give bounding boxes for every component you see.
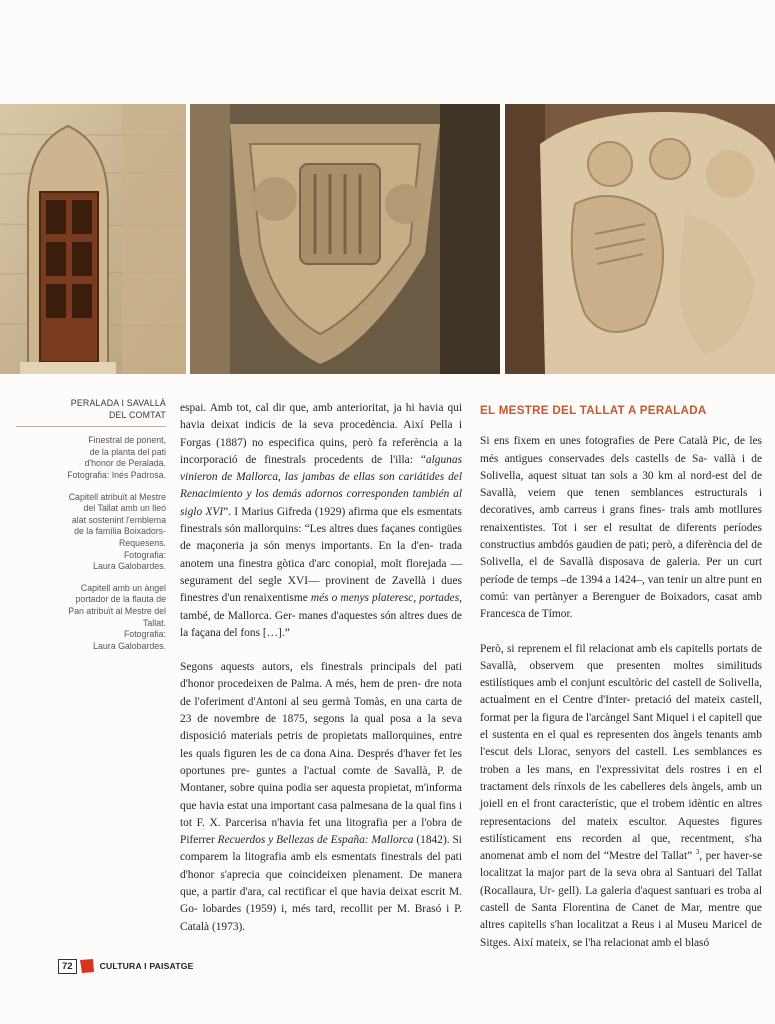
paragraph: Si ens fixem en unes fotografies de Pere Català Pic, de les més antigues conservades dels castells de Sa- vallà i de Solivella, aquest situat tan sols a 30 km al nord-est del de Savallà, veiem que tenen semblances estructurals i decoratives, amb carreus i grans fines- trals amb motllures renaixentistes. Tot i ser el resultat de diferents períodes constructius ambdós gaudien de pati; però, a diferència del de Solivella, el de Savallà disposava de galeria. Per un curt període de temps –de 1394 a 1424–, van tenir un altre punt en comú: van pertànyer a Berenguer de Boixadors, casat amb Francesca de Tímor. xyxy=(480,435,762,621)
photo-angel-capital xyxy=(505,104,775,374)
caption-angel-capital: Capitell amb un àngel portador de la flauta de Pan atribuït al Mestre del Tallat. Fotografia: Laura Galobardes. xyxy=(68,582,166,651)
capital-lion-photo-icon xyxy=(190,104,500,374)
photo-lion-capital xyxy=(190,104,500,374)
page-number: 72 xyxy=(58,959,77,974)
caption-lion-capital: Capitell atribuït al Mestre del Tallat amb un lleó alat sostenint l'emblema de la família Boixadors- Requesens. Fotografia: Laura Galobardes. xyxy=(68,491,166,572)
photo-gothic-window xyxy=(0,104,186,374)
section-heading: EL MESTRE DEL TALLAT A PERALADA xyxy=(480,404,707,417)
page-footer xyxy=(58,958,194,974)
body-column-middle xyxy=(180,400,462,936)
caption-title: PERALADA I SAVALLÀ DEL COMTAT xyxy=(16,398,166,427)
window-photo-icon xyxy=(0,104,186,374)
paragraph: Segons aquests autors, els finestrals principals del pati d'honor procedeixen de Palma. A més, hem de pren- dre nota de l'oferiment d'Antoni al seu germà Tomàs, en una carta de 23 de novembre de 1875, segons la qual posa a la seva disposició materials petris de propietats mallorquines, entre les quals figuren les de ca dona Aina. Després d'haver fet les oportunes pre- guntes a l'actual comte de Savallà, P. de Montaner, sobre quina podia ser aquesta propietat, m'informa que havia estat una important casa palmesana de la qual fins i tot F. X. Parcerisa n'havia fet una litografia per a l'obra de Piferrer Recuerdos y Bellezas de España: Mallorca (1842). Si comparem la litografia amb els esmentats finestrals del pati d'honor s'aprecia que coincideixen plenament. De manera que, a partir d'ara, cal rectificar el que havia deixat escrit M. Go- lobardes (1959) i, més tard, recollit per M. Brasó i P. Català (1973). xyxy=(180,661,463,933)
caption-window: Finestral de ponent, de la planta del pati d'honor de Peralada. Fotografia: Inés Padrosa. xyxy=(67,435,166,480)
footnote-ref: 3 xyxy=(695,848,700,857)
caption-column xyxy=(16,398,166,662)
body-column-right xyxy=(480,402,762,952)
capital-angel-photo-icon xyxy=(505,104,775,374)
publication-name: CULTURA I PAISATGE xyxy=(99,961,194,971)
publication-logo-icon xyxy=(79,958,95,974)
paragraph: Però, si reprenem el fil relacionat amb els capitells portats de Savallà, observem que presenten moltes similituds estilístiques amb el conjunt escultòric del castell de Solivella, actualment en el Centre d'Inter- pretació del mateix castell, format per la figura de l'arcàngel Sant Miquel i el capitell que el sustenta en el qual es representen dos àngels tenants amb l'escut dels Llorac, senyors del castell. Les semblances es troben a les mans, en l'expressivitat dels rostres i en el tractament dels rínxols de les cabelleres dels àngels, amb un joiell en el front característic, que el trobem idèntic en altres representacions del mateix escultor. Aquestes figures estilísticament ens recorden al que, recentment, s'ha anomenat amb el nom del “Mestre del Tallat” $^3$, per haver-se localitzat la major part de la seva obra al Santuari del Tallat (Rocallaura, Ur- gell). La galeria d'aquest santuari es troba al castell de Santa Florentina de Canet de Mar, mentre que altres capitells s'han localitzat a Reus i al Museu Maricel de Sitges. Així mateix, se l'ha relacionat amb el blasó xyxy=(480,642,763,949)
paragraph: espai. Amb tot, cal dir que, amb anterioritat, ja hi havia qui havia deixat indicis de la seva procedència. Així Pella i Forgas (1887) no especifica quins, però fa referència a la incorporació de finestrals procedents de l'illa: “algunas vinieron de Mallorca, las jambas de ellas son cariátides del Renacimiento y los demás adornos corresponden también al siglo XVI”. I Marius Gifreda (1929) afirma que els esmentats finestrals són mallorquins: “Les altres dues façanes contigües de maçoneria ja són menys importants. En la d'en- trada anotem una finestra gòtica d'arc conopial, molt florejada —segurament del segle XVI— provinent de Zavellà i dues finestres d'un renaixentisme més o menys plateresc, portades, també, de Mallorca. Ger- manes d'aquestes són altres dues de la façana del fons […].” xyxy=(180,402,463,639)
